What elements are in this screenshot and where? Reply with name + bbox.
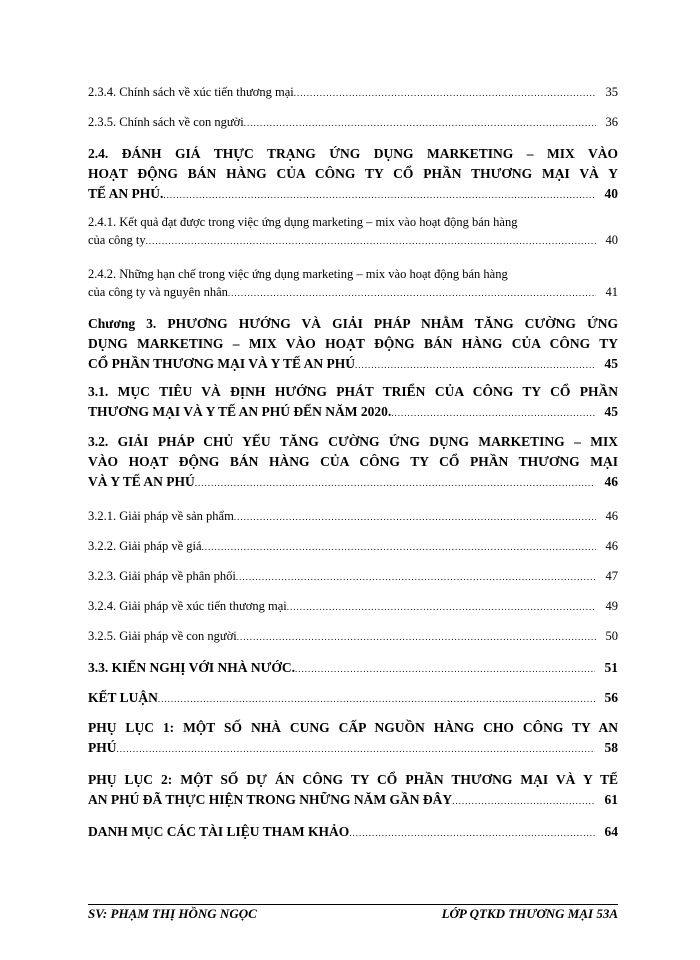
toc-entry-title: của công ty và nguyên nhân: [88, 285, 228, 299]
toc-entry[interactable]: [88, 598, 618, 615]
dot-leader: [228, 284, 596, 301]
dot-leader: [391, 402, 594, 423]
toc-page-number: 46: [604, 474, 618, 489]
toc-entry[interactable]: [88, 84, 618, 101]
toc-entry-last-line: [88, 790, 618, 811]
toc-entry-title: 3.2.2. Giải pháp về giá: [88, 539, 202, 553]
dot-leader: [163, 184, 594, 205]
toc-entry-title: AN PHÚ ĐÃ THỰC HIỆN TRONG NHỮNG NĂM GẦN ĐÂY: [88, 792, 453, 807]
toc-page-number: 46: [605, 509, 618, 523]
toc-entry-last-line: [88, 472, 618, 493]
toc-entry[interactable]: [88, 114, 618, 131]
toc-entry-last-line: [88, 184, 618, 205]
toc-entry[interactable]: [88, 144, 618, 205]
dot-leader: [349, 822, 594, 843]
toc-entry-last-line: [88, 402, 618, 423]
dot-leader: [158, 688, 595, 709]
toc-entry-last-line: [88, 84, 618, 101]
toc-entry-title: CỔ PHẦN THƯƠNG MẠI VÀ Y TẾ AN PHÚ: [88, 356, 356, 371]
toc-entry-last-line: [88, 114, 618, 131]
toc-entry-title: 3.2.1. Giải pháp về sản phẩm: [88, 509, 234, 523]
toc-entry[interactable]: [88, 770, 618, 811]
footer-divider: [88, 904, 618, 905]
toc-entry[interactable]: [88, 658, 618, 679]
toc-entry[interactable]: [88, 718, 618, 759]
toc-page-number: 50: [605, 629, 618, 643]
toc-entry-text-line: 2.4.1. Kết quả đạt được trong việc ứng dụng marketing – mix vào hoạt động bán hàng: [88, 215, 518, 229]
toc-entry[interactable]: [88, 538, 618, 555]
toc-entry-text-line: 2.4. ĐÁNH GIÁ THỰC TRẠNG ỨNG DỤNG MARKETING – MIX VÀO: [88, 146, 618, 161]
toc-entry-text-line: DỤNG MARKETING – MIX VÀO HOẠT ĐỘNG BÁN HÀNG CỦA CÔNG TY: [88, 336, 618, 351]
toc-page-number: 45: [604, 356, 618, 371]
dot-leader: [237, 628, 596, 645]
toc-entry[interactable]: [88, 212, 618, 249]
page-footer: [88, 906, 618, 922]
dot-leader: [202, 538, 596, 555]
footer-class-name: LỚP QTKD THƯƠNG MẠI 53A: [441, 906, 618, 921]
toc-entry-last-line: [88, 598, 618, 615]
toc-entry-last-line: [88, 354, 618, 375]
toc-entry-text-line: 2.4.2. Những hạn chế trong việc ứng dụng marketing – mix vào hoạt động bán hàng: [88, 267, 508, 281]
toc-entry-title: 3.2.3. Giải pháp về phân phối: [88, 569, 236, 583]
toc-page-number: 45: [604, 404, 618, 419]
toc-entry-title: DANH MỤC CÁC TÀI LIỆU THAM KHẢO: [88, 824, 350, 839]
dot-leader: [294, 84, 596, 101]
toc-entry-last-line: [88, 822, 618, 843]
toc-entry-title: THƯƠNG MẠI VÀ Y TẾ AN PHÚ ĐẾN NĂM 2020.: [88, 404, 392, 419]
dot-leader: [236, 568, 596, 585]
toc-entry[interactable]: [88, 432, 618, 493]
toc-entry-title: VÀ Y TẾ AN PHÚ: [88, 474, 195, 489]
toc-entry-title: của công ty: [88, 233, 146, 247]
toc-page-number: 35: [605, 85, 618, 99]
toc-entry[interactable]: [88, 314, 618, 375]
toc-entry-text-line: 3.1. MỤC TIÊU VÀ ĐỊNH HƯỚNG PHÁT TRIỂN CỦA CÔNG TY CỔ PHẦN: [88, 384, 618, 399]
toc-page-number: 61: [604, 792, 618, 807]
toc-entry[interactable]: [88, 568, 618, 585]
toc-page-number: 46: [605, 539, 618, 553]
toc-page-number: 40: [605, 233, 618, 247]
toc-entry[interactable]: [88, 822, 618, 843]
toc-entry-last-line: [88, 738, 618, 759]
toc-entry[interactable]: [88, 628, 618, 645]
toc-page-number: 64: [604, 824, 618, 839]
dot-leader: [452, 790, 594, 811]
toc-entry-title: PHÚ: [88, 740, 117, 755]
dot-leader: [146, 232, 596, 249]
toc-entry-last-line: [88, 628, 618, 645]
toc-entry-text-line: PHỤ LỤC 2: MỘT SỐ DỰ ÁN CÔNG TY CỔ PHẦN THƯƠNG MẠI VÀ Y TẾ: [88, 772, 618, 787]
toc-entry-last-line: [88, 688, 618, 709]
toc-entry-last-line: [88, 284, 618, 301]
toc-entry-title: TẾ AN PHÚ.: [88, 186, 164, 201]
toc-page-number: 51: [604, 660, 618, 675]
toc-page-number: 58: [604, 740, 618, 755]
toc-entry-last-line: [88, 658, 618, 679]
footer-student-name: SV: PHẠM THỊ HỒNG NGỌC: [88, 906, 257, 921]
toc-entry[interactable]: [88, 688, 618, 709]
toc-entry-title: 2.3.5. Chính sách về con người: [88, 115, 244, 129]
toc-entry-title: 3.3. KIẾN NGHỊ VỚI NHÀ NƯỚC.: [88, 660, 296, 675]
toc-entry-last-line: [88, 232, 618, 249]
dot-leader: [244, 114, 596, 131]
toc-entry-title: 3.2.5. Giải pháp về con người: [88, 629, 237, 643]
toc-entry-last-line: [88, 538, 618, 555]
dot-leader: [295, 658, 594, 679]
toc-entry-text-line: VÀO HOẠT ĐỘNG BÁN HÀNG CỦA CÔNG TY CỔ PHẦN THƯƠNG MẠI: [88, 454, 618, 469]
toc-entry-text-line: 3.2. GIẢI PHÁP CHỦ YẾU TĂNG CƯỜNG ỨNG DỤNG MARKETING – MIX: [88, 434, 618, 449]
toc-entry[interactable]: [88, 508, 618, 525]
dot-leader: [117, 738, 595, 759]
toc-entry-last-line: [88, 508, 618, 525]
toc-page-number: 56: [604, 690, 618, 705]
dot-leader: [195, 472, 595, 493]
dot-leader: [287, 598, 596, 615]
toc-page-number: 47: [605, 569, 618, 583]
toc-page-number: 36: [605, 115, 618, 129]
dot-leader: [234, 508, 596, 525]
toc-entry[interactable]: [88, 382, 618, 423]
toc-entry-title: KẾT LUẬN: [88, 690, 158, 705]
toc-entry-title: 2.3.4. Chính sách về xúc tiến thương mại: [88, 85, 294, 99]
toc-page-number: 41: [605, 285, 618, 299]
toc-entry-text-line: PHỤ LỤC 1: MỘT SỐ NHÀ CUNG CẤP NGUỒN HÀNG CHO CÔNG TY AN: [88, 720, 618, 735]
toc-entry-text-line: Chương 3. PHƯƠNG HƯỚNG VÀ GIẢI PHÁP NHẰM TĂNG CƯỜNG ỨNG: [88, 316, 618, 331]
dot-leader: [355, 354, 594, 375]
toc-entry-last-line: [88, 568, 618, 585]
toc-entry-title: 3.2.4. Giải pháp về xúc tiến thương mại: [88, 599, 287, 613]
toc-entry[interactable]: [88, 264, 618, 301]
toc-entry-text-line: HOẠT ĐỘNG BÁN HÀNG CỦA CÔNG TY CỔ PHẦN THƯƠNG MẠI VÀ Y: [88, 166, 618, 181]
toc-page-number: 40: [604, 186, 618, 201]
toc-page-number: 49: [605, 599, 618, 613]
